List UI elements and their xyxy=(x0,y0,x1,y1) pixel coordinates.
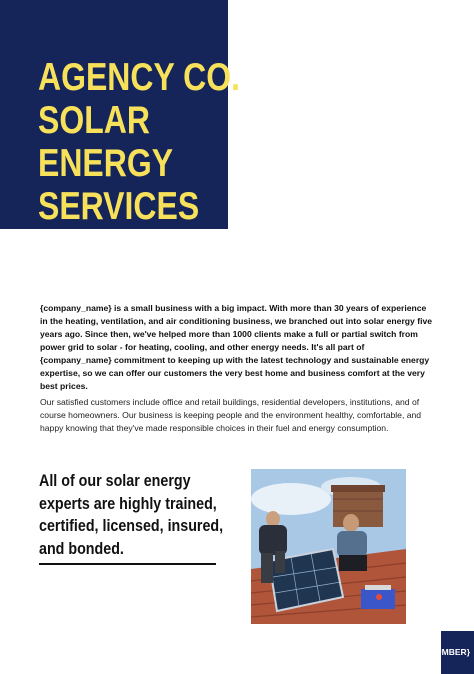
pull-quote-divider xyxy=(39,563,216,565)
hero-title-line: AGENCY CO. xyxy=(38,56,240,99)
hero-title-line: ENERGY xyxy=(38,142,174,185)
pull-quote xyxy=(39,470,223,560)
page-number-label: {PAGE_NUMBER} xyxy=(397,647,470,657)
page-number-tab xyxy=(397,631,474,674)
hero-title xyxy=(38,56,240,228)
body-paragraph: Our satisfied customers include office and retail buildings, residential developers, institutions, and of course homeowners. Our business is keeping people and the environment healthy, comfortable, and happy knowing that they've made responsible choices in their fuel and energy consumption. xyxy=(40,397,422,433)
hero-title-line: SERVICES xyxy=(38,185,200,228)
hero-banner xyxy=(0,0,240,229)
pull-quote-line: All of our solar energy xyxy=(39,471,191,490)
hero-title-line: SOLAR xyxy=(38,99,150,142)
solar-installers-photo xyxy=(251,469,406,624)
pull-quote-line: certified, licensed, insured, xyxy=(39,516,224,535)
pull-quote-line: experts are highly trained, xyxy=(39,493,217,513)
intro-paragraph: {company_name} is a small business with a big impact. With more than 30 years of experience in the heating, ventilation, and air conditioning business, we branched out into solar energy five years ago. Since then, we've helped more than 1000 clients make a full or partial switch from power grid to solar - for heating, cooling, and other energy needs. It's all part of {company_name} commitment to keeping up with the latest technology and sustainable energy expertise, so we can offer our customers the very best home and business comfort at the very best prices. xyxy=(40,303,433,391)
pull-quote-line: and bonded. xyxy=(39,538,124,558)
